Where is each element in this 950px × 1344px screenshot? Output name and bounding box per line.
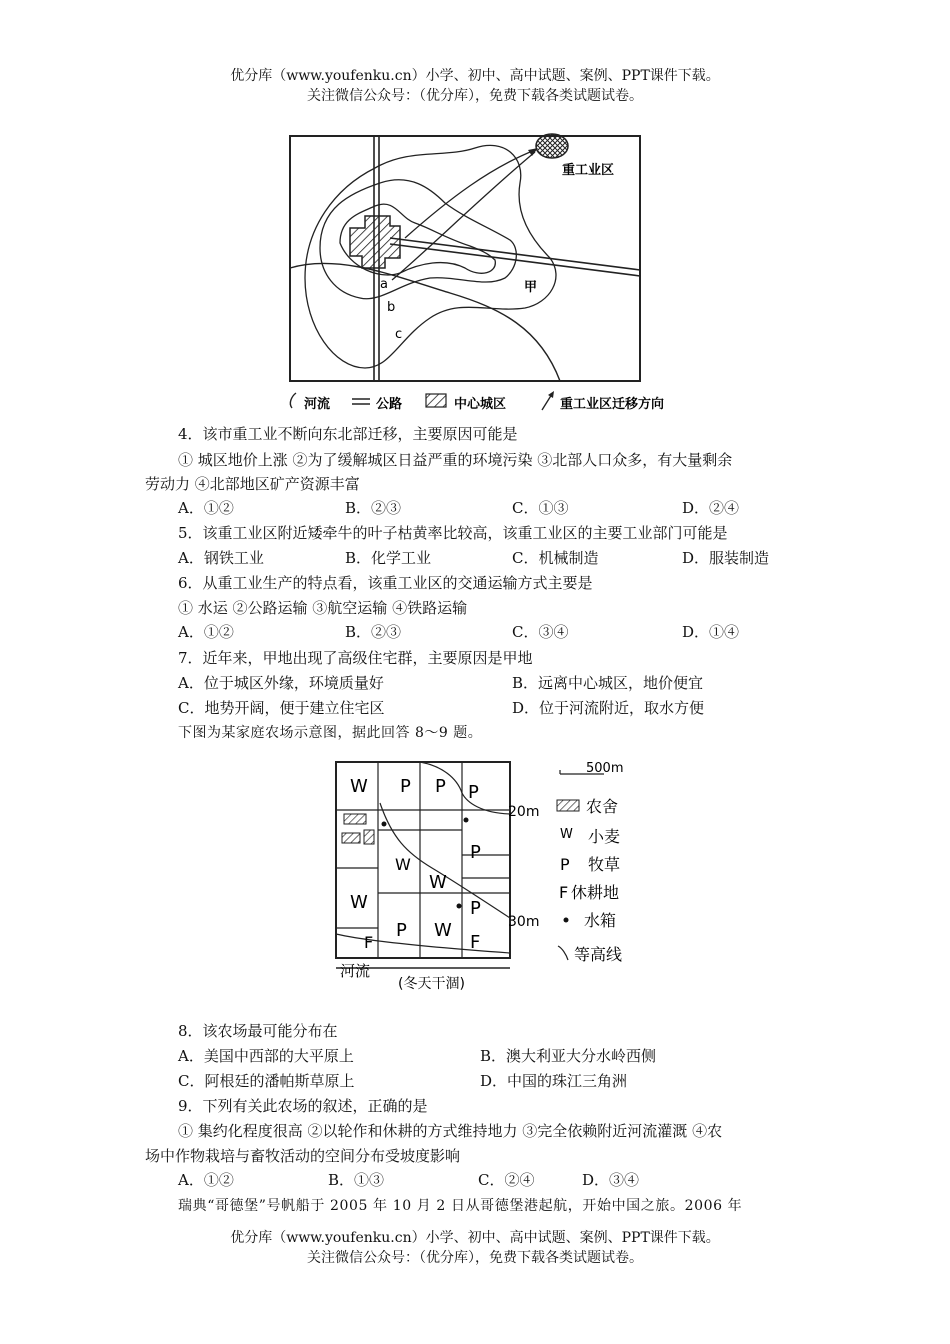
legend-farmhouse: 农舍 bbox=[586, 797, 619, 816]
q6-option-a[interactable]: A．①② bbox=[178, 623, 234, 641]
q7-option-c[interactable]: C．地势开阔，便于建立住宅区 bbox=[178, 699, 385, 717]
q6-items: ① 水运 ②公路运输 ③航空运输 ④铁路运输 bbox=[178, 599, 468, 617]
river-legend-icon bbox=[290, 393, 296, 408]
q4-option-c[interactable]: C．①③ bbox=[512, 499, 569, 517]
label-heavy-industry: 重工业区 bbox=[562, 163, 615, 178]
cell-w-4: W bbox=[350, 892, 368, 913]
q9-items-a: ① 集约化程度很高 ②以轮作和休耕的方式维持地力 ③完全依赖附近河流灌溉 ④农 bbox=[178, 1122, 723, 1140]
legend-p-symbol: P bbox=[560, 855, 570, 874]
cell-p-2: P bbox=[435, 776, 446, 797]
intro-8-9: 下图为某家庭农场示意图，据此回答 8～9 题。 bbox=[178, 725, 483, 741]
city-industry-map bbox=[280, 128, 710, 418]
contour-30m: 30m bbox=[508, 914, 540, 930]
q9-option-d[interactable]: D．③④ bbox=[582, 1171, 640, 1189]
q8-option-a[interactable]: A．美国中西部的大平原上 bbox=[178, 1047, 354, 1065]
label-jia: 甲 bbox=[524, 280, 538, 295]
contour-legend-icon bbox=[558, 946, 568, 960]
cell-w-2: W bbox=[395, 855, 411, 874]
tank-legend-icon bbox=[564, 918, 569, 923]
legend-f-symbol: F bbox=[559, 883, 569, 902]
farmhouse-legend-icon bbox=[557, 800, 579, 811]
q6-option-d[interactable]: D．①④ bbox=[682, 623, 740, 641]
q4-stem: 4．该市重工业不断向东北部迁移，主要原因可能是 bbox=[178, 425, 518, 443]
label-dry-winter: (冬天干涸) bbox=[398, 976, 465, 992]
cell-p-4: P bbox=[470, 842, 481, 863]
cell-w-1: W bbox=[350, 776, 368, 797]
q5-option-a[interactable]: A．钢铁工业 bbox=[178, 549, 264, 567]
q5-option-d[interactable]: D．服装制造 bbox=[682, 549, 770, 567]
q5-option-b[interactable]: B．化学工业 bbox=[345, 549, 432, 567]
legend-tank: 水箱 bbox=[584, 911, 617, 930]
header-line-2: 关注微信公众号：（优分库），免费下载各类试题试卷。 bbox=[307, 88, 643, 104]
q9-option-a[interactable]: A．①② bbox=[178, 1171, 234, 1189]
center-legend-icon bbox=[426, 394, 446, 407]
legend-road: 公路 bbox=[376, 397, 403, 412]
q6-option-c[interactable]: C．③④ bbox=[512, 623, 569, 641]
q9-option-c[interactable]: C．②④ bbox=[478, 1171, 535, 1189]
cell-w-3: W bbox=[429, 872, 447, 893]
q7-option-b[interactable]: B．远离中心城区，地价便宜 bbox=[512, 674, 704, 692]
legend-fallow: 休耕地 bbox=[571, 883, 620, 902]
q6-stem: 6．从重工业生产的特点看，该重工业区的交通运输方式主要是 bbox=[178, 574, 593, 592]
cell-p-1: P bbox=[400, 776, 411, 797]
q9-items-b: 场中作物栽培与畜牧活动的空间分布受坡度影响 bbox=[145, 1147, 461, 1165]
label-a: a bbox=[380, 277, 388, 292]
q8-option-b[interactable]: B．澳大利亚大分水岭西侧 bbox=[480, 1047, 657, 1065]
q9-option-b[interactable]: B．①③ bbox=[328, 1171, 385, 1189]
q5-option-c[interactable]: C．机械制造 bbox=[512, 549, 599, 567]
footer-line-1: 优分库（www.youfenku.cn）小学、初中、高中试题、案例、PPT课件下载。 bbox=[230, 1230, 720, 1246]
legend-center: 中心城区 bbox=[454, 397, 507, 412]
q4-items-a: ① 城区地价上涨 ②为了缓解城区日益严重的环境污染 ③北部人口众多，有大量剩余 bbox=[178, 451, 733, 469]
header-line-1: 优分库（www.youfenku.cn）小学、初中、高中试题、案例、PPT课件下载。 bbox=[230, 68, 720, 84]
q4-option-a[interactable]: A．①② bbox=[178, 499, 234, 517]
legend-contour: 等高线 bbox=[574, 945, 623, 964]
cell-f-1: F bbox=[470, 932, 481, 953]
legend-river: 河流 bbox=[304, 397, 331, 412]
legend-pasture: 牧草 bbox=[588, 855, 621, 874]
q8-option-c[interactable]: C．阿根廷的潘帕斯草原上 bbox=[178, 1072, 355, 1090]
contour-20m: 20m bbox=[508, 804, 540, 820]
cell-p-3: P bbox=[468, 782, 479, 803]
cell-p-5: P bbox=[470, 898, 481, 919]
q4-option-d[interactable]: D．②④ bbox=[682, 499, 740, 517]
scale-label: 500m bbox=[586, 761, 624, 776]
q7-stem: 7．近年来，甲地出现了高级住宅群，主要原因是甲地 bbox=[178, 649, 533, 667]
footer-line-2: 关注微信公众号：（优分库），免费下载各类试题试卷。 bbox=[307, 1250, 643, 1266]
family-farm-map bbox=[322, 758, 642, 998]
passage-tail: 瑞典“哥德堡”号帆船于 2005 年 10 月 2 日从哥德堡港起航，开始中国之旅。2006 年 bbox=[178, 1198, 743, 1214]
q6-option-b[interactable]: B．②③ bbox=[345, 623, 402, 641]
cell-w-5: W bbox=[434, 920, 452, 941]
legend-wheat: 小麦 bbox=[588, 827, 621, 846]
label-river: 河流 bbox=[340, 962, 371, 980]
q7-option-d[interactable]: D．位于河流附近，取水方便 bbox=[512, 699, 705, 717]
q4-option-b[interactable]: B．②③ bbox=[345, 499, 402, 517]
q8-stem: 8．该农场最可能分布在 bbox=[178, 1022, 338, 1040]
q5-stem: 5．该重工业区附近矮牵牛的叶子枯黄率比较高，该重工业区的主要工业部门可能是 bbox=[178, 524, 728, 542]
cell-p-6: P bbox=[396, 920, 407, 941]
label-c: c bbox=[395, 327, 403, 342]
label-b: b bbox=[387, 300, 396, 315]
q9-stem: 9．下列有关此农场的叙述，正确的是 bbox=[178, 1097, 428, 1115]
q4-items-b: 劳动力 ④北部地区矿产资源丰富 bbox=[145, 475, 360, 493]
q7-option-a[interactable]: A．位于城区外缘，环境质量好 bbox=[178, 674, 384, 692]
q8-option-d[interactable]: D．中国的珠江三角洲 bbox=[480, 1072, 628, 1090]
cell-f-2: F bbox=[364, 933, 374, 952]
legend-direction: 重工业区迁移方向 bbox=[560, 397, 665, 412]
legend-w-symbol: W bbox=[560, 827, 573, 842]
